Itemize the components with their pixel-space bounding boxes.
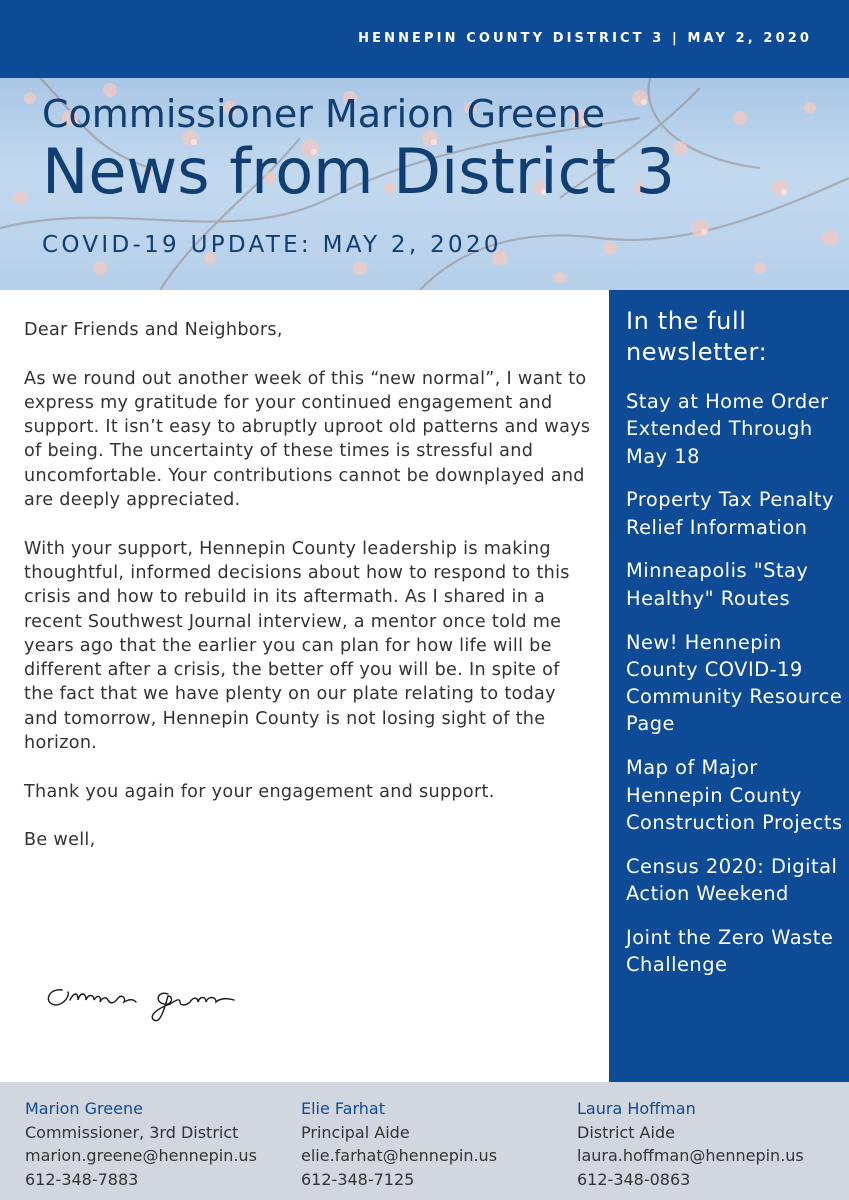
contact-email[interactable]: marion.greene@hennepin.us [25, 1146, 257, 1165]
top-banner [0, 0, 849, 78]
newsletter-title: News from District 3 [42, 135, 676, 208]
sidebar-item-stay-healthy-routes[interactable]: Minneapolis "Stay Healthy" Routes [626, 559, 809, 610]
contact-footer [0, 1082, 849, 1200]
signature-image [40, 970, 270, 1030]
hero-banner [0, 78, 849, 290]
contact-name: Elie Farhat [301, 1099, 385, 1118]
contact-title: Commissioner, 3rd District [25, 1122, 239, 1142]
sidebar-item-stay-at-home[interactable]: Stay at Home Order Extended Through May 18 [626, 390, 829, 468]
contact-phone: 612-348-7125 [301, 1169, 415, 1189]
commissioner-name-heading: Commissioner Marion Greene [42, 92, 606, 136]
newsletter-contents-sidebar [609, 290, 849, 1082]
letter-body [24, 318, 592, 877]
contact-card [577, 1097, 849, 1191]
contact-name: Laura Hoffman [577, 1099, 696, 1118]
contact-email[interactable]: elie.farhat@hennepin.us [301, 1146, 498, 1165]
contact-title: Principal Aide [301, 1122, 410, 1142]
contact-name: Marion Greene [25, 1099, 143, 1118]
letter-paragraph-1: As we round out another week of this “new normal”, I want to express my gratitude for your continued engagement and support. It isn’t easy to abruptly uproot old patterns and ways of being. The uncertainty of these times is stressful and uncomfortable. Your contributions cannot be downplayed and are deeply appreciated. [24, 368, 591, 511]
letter-paragraph-2: With your support, Hennepin County leadership is making thoughtful, informed decisions about how to respond to this crisis and how to rebuild in its aftermath. As I shared in a recent Southwest Journal interview, a mentor once told me years ago that the earlier you can plan for how life will be different after a crisis, the better off you will be. In spite of the fact that we have plenty on our plate relating to today and tomorrow, Hennepin County is not losing sight of the horizon. [24, 538, 570, 754]
update-date-heading: COVID-19 UPDATE: MAY 2, 2020 [42, 232, 502, 258]
letter-closing: Be well, [24, 830, 96, 851]
sidebar-item-resource-page[interactable]: New! Hennepin County COVID-19 Community Resource Page [626, 630, 843, 736]
contact-card [301, 1097, 577, 1191]
sidebar-item-construction-map[interactable]: Map of Major Hennepin County Construction Projects [626, 756, 843, 834]
contact-title: District Aide [577, 1122, 675, 1142]
sidebar-list [626, 388, 846, 995]
sidebar-heading: In the full newsletter: [626, 307, 768, 366]
contact-card [25, 1097, 301, 1191]
letter-paragraph-3: Thank you again for your engagement and support. [24, 781, 495, 802]
contact-phone: 612-348-7883 [25, 1169, 139, 1189]
sidebar-item-census[interactable]: Census 2020: Digital Action Weekend [626, 854, 838, 905]
sidebar-item-property-tax[interactable]: Property Tax Penalty Relief Information [626, 488, 834, 539]
dateline: HENNEPIN COUNTY DISTRICT 3 | MAY 2, 2020 [358, 31, 812, 46]
sidebar-item-zero-waste[interactable]: Joint the Zero Waste Challenge [626, 925, 834, 977]
salutation: Dear Friends and Neighbors, [24, 320, 283, 340]
contact-phone: 612-348-0863 [577, 1169, 691, 1189]
contact-email[interactable]: laura.hoffman@hennepin.us [577, 1146, 804, 1165]
